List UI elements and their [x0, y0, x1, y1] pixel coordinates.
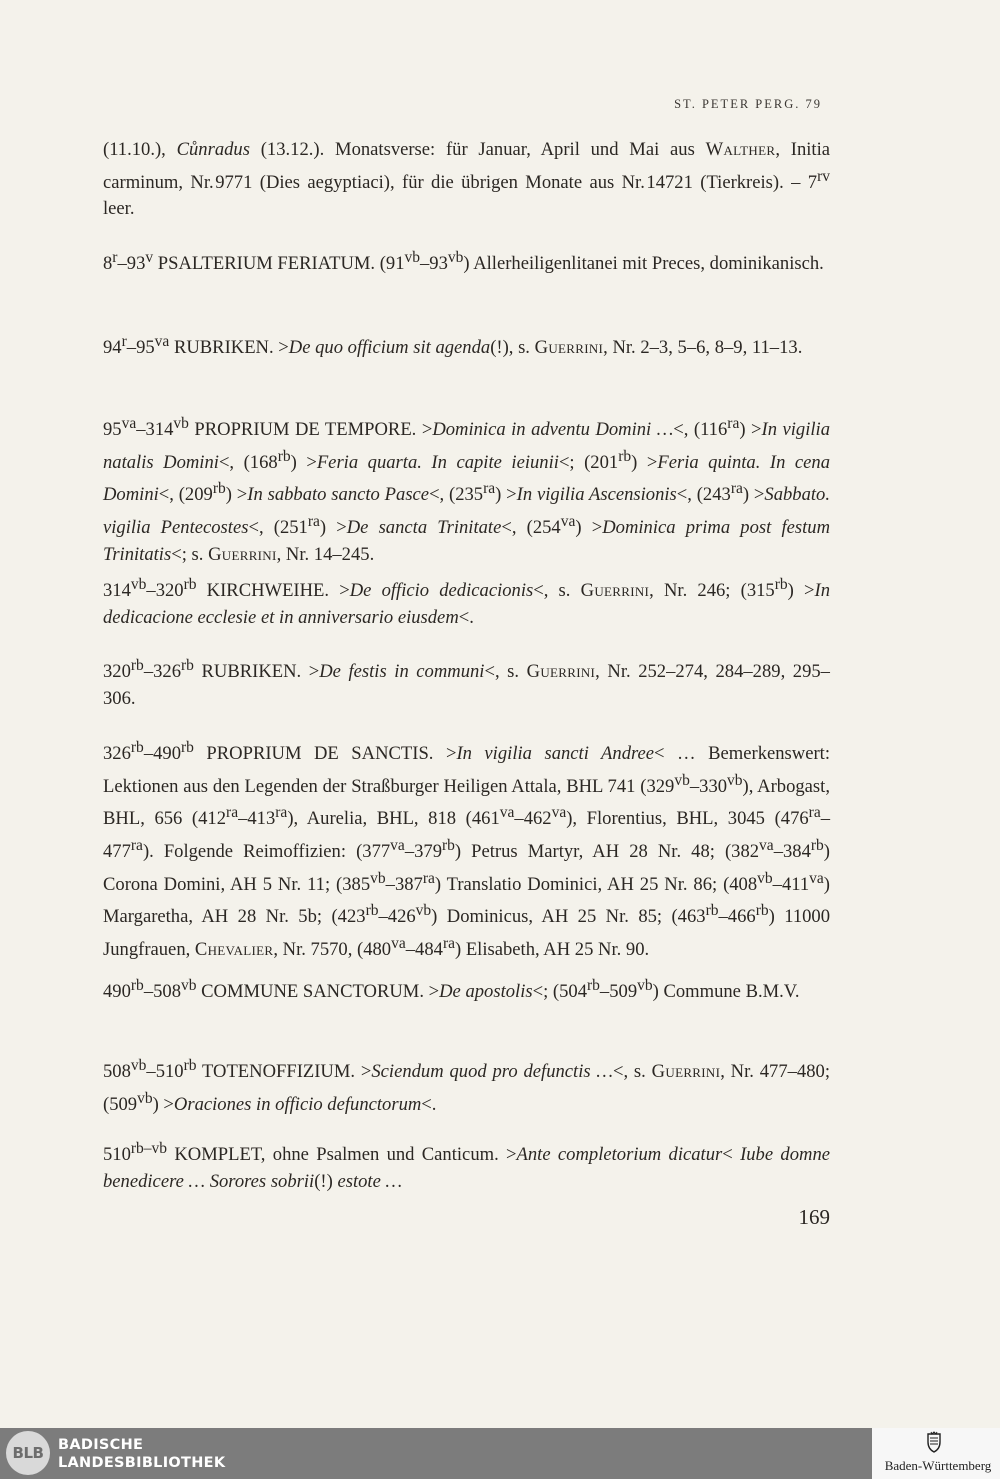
entry-rubriken-1: $94^r-95^{va}$ RUBRIKEN. >De quo officium sit agenda(!), s. Guerrini, Nr. 2–3, 5–6, 8–9, 11–13.: [103, 333, 803, 359]
state-label: Baden-Württemberg: [884, 1458, 992, 1473]
blb-logo[interactable]: [6, 1431, 50, 1475]
entry-kirchweihe: $314^{vb}-320^{rb}$ KIRCHWEIHE. >De officio dedicacionis<, s. Guerrini, Nr. 246; $(315^{rb}) >In$ dedicacione ecclesie et in anniversario eiusdem<.: [103, 576, 830, 628]
entry-proprium-de-sanctis: $326^{rb}-490^{rb}$ PROPRIUM DE SANCTIS. >In vigilia sancti Andree< … Bemerkenswert: Lektionen aus den Legenden der Straßburger Heiligen Attala, BHL 741 $(329^{vb}-330^{vb})$, Arbogast, BHL, 656 $(412^{ra}-413^{ra})$, Aurelia, BHL, 818 $(461^{va}-462^{va})$, Florentius, BHL, 3045 $(476^{ra}-477^{ra})$. Folgende Reimoffizien: $(377^{va}-379^{rb})$ Petrus Martyr, AH 28 Nr. 48; $(382^{va}-384^{rb})$ Corona Domini, AH 5 Nr. 11; $(385^{vb}-387^{ra})$ Translatio Dominici, AH 25 Nr. 86; $(408^{vb}-411^{va})$ Margaretha, AH 28 Nr. 5b; $(423^{rb}-426^{vb})$ Dominicus, AH 25 Nr. 85; $(463^{rb}-466^{rb})$ 11000 Jungfrauen, Chevalier, Nr. 7570, $(480^{va}-484^{ra})$ Elisabeth, AH 25 Nr. 90.: [103, 739, 831, 961]
entry-commune-sanctorum: $490^{rb}-508^{vb}$ COMMUNE SANCTORUM. >De apostolis<; $(504^{rb}-509^{vb})$ Commune B.M.V.: [103, 977, 800, 1003]
footer-bar: [0, 1428, 1000, 1479]
entry-proprium-de-tempore: $95^{va}-314^{vb}$ PROPRIUM DE TEMPORE. >Dominica in adventu Domini …<, $(116^{ra}) >In$ vigilia natalis Domini<, $(168^{rb})$ >Feria quarta. In capite ieiunii<; $(201^{rb})$ >Feria quinta. In cena Domini<, $(209^{rb}) >In$ sabbato sancto Pasce<, $(235^{ra}) >In$ vigilia Ascensionis<, $(243^{ra})$ >Sabbato. vigilia Pentecostes<, $(251^{ra}) >De$ sancta Trinitate<, $(254^{va})$ >Dominica prima post festum Trinitatis<; s. Guerrini, Nr. 14–245.: [103, 415, 830, 565]
entry-totenoffizium: $508^{vb}-510^{rb}$ TOTENOFFIZIUM. >Sciendum quod pro defunctis …<, s. Guerrini, Nr. 477–480; $(509^{vb})$ >Oraciones in officio defunctorum<.: [103, 1057, 830, 1115]
entry-komplet: $510^{rb-vb}$ KOMPLET, ohne Psalmen und Canticum. >Ante completorium dicatur< Iube domne benedicere … Sorores sobrii(!) estote …: [103, 1140, 830, 1192]
entry-psalterium: 8$^r$–93$^v$ PSALTERIUM FERIATUM. $(91^{vb}-93^{vb})$ Allerheiligenlitanei mit Preces, dominikanisch.: [103, 249, 824, 275]
entry-rubriken-2: $320^{rb}-326^{rb}$ RUBRIKEN. >De festis in communi<, s. Guerrini, Nr. 252–274, 284–289, 295–306.: [103, 657, 830, 709]
blb-logo-text: BLB: [12, 1444, 44, 1462]
running-head: ST. PETER PERG. 79: [674, 97, 822, 111]
state-coat-of-arms-icon: [922, 1430, 946, 1454]
entry-calendar-continuation: (11.10.), Cůnradus (13.12.). Monatsverse: für Januar, April und Mai aus Walther, Initia carminum, Nr. 9771 (Dies aegyptiaci), für die übrigen Monate aus Nr. 14721 (Tierkreis). – $7^{rv}$ leer.: [103, 139, 830, 220]
page-number: 169: [798, 1205, 830, 1229]
library-name: [58, 1436, 225, 1472]
library-name-line-2: LANDESBIBLIOTHEK: [58, 1455, 226, 1471]
library-name-line-1: BADISCHE: [58, 1437, 144, 1453]
baden-wuerttemberg-logo[interactable]: [872, 1428, 1000, 1479]
